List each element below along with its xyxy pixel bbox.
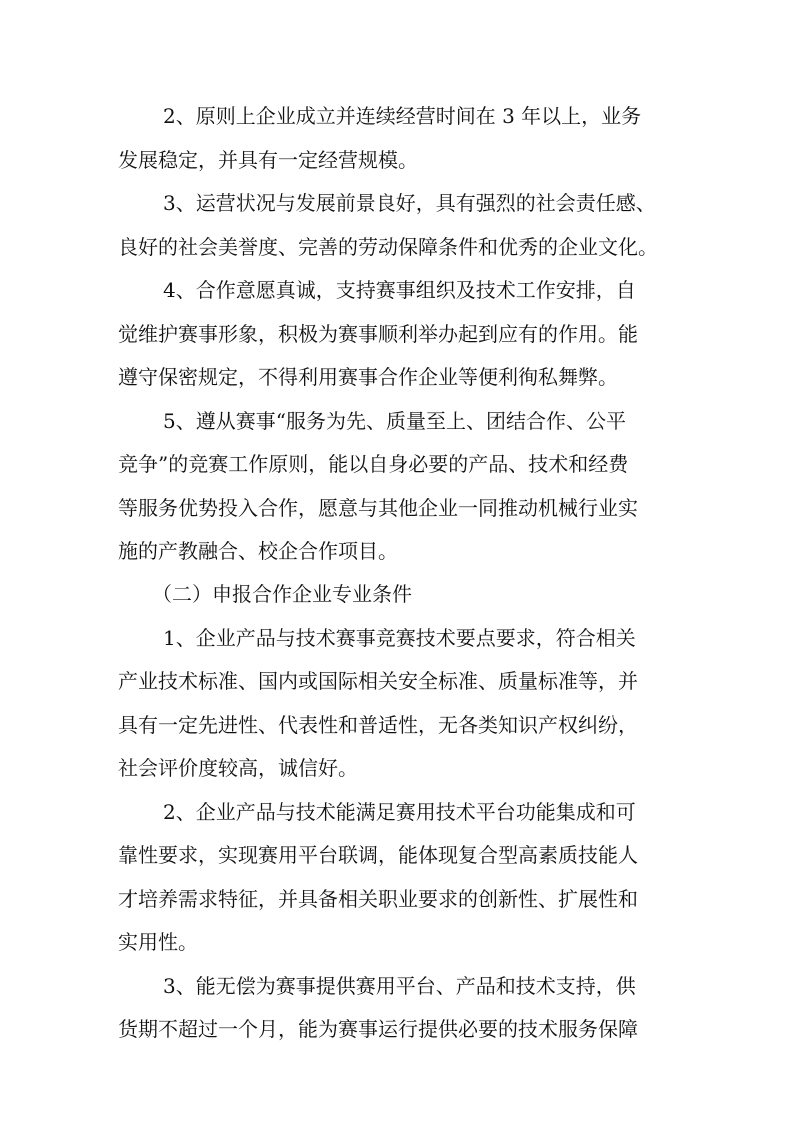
text-line: 2、企业产品与技术能满足赛用技术平台功能集成和可	[163, 800, 636, 824]
text-line: 靠性要求，实现赛用平台联调，能体现复合型高素质技能人	[118, 843, 638, 867]
text-line: 货期不超过一个月，能为赛事运行提供必要的技术服务保障	[118, 1017, 638, 1041]
section-heading: （二）申报合作企业专业条件	[152, 582, 412, 606]
text-line: 3、运营状况与发展前景良好，具有强烈的社会责任感、	[163, 191, 656, 215]
text-line: 5、遵从赛事“服务为先、质量至上、团结合作、公平	[163, 409, 626, 433]
text-line: 才培养需求特征，并具备相关职业要求的创新性、扩展性和	[118, 887, 638, 911]
text-line: 社会评价度较高，诚信好。	[118, 756, 358, 780]
text-line: 具有一定先进性、代表性和普适性，无各类知识产权纠纷，	[118, 713, 638, 737]
text-line: 施的产教融合、校企合作项目。	[118, 539, 398, 563]
text-line: 良好的社会美誉度、完善的劳动保障条件和优秀的企业文化。	[118, 235, 658, 259]
text-line: 产业技术标准、国内或国际相关安全标准、质量标准等，并	[118, 669, 638, 693]
text-line: 发展稳定，并具有一定经营规模。	[118, 148, 418, 172]
text-line: 等服务优势投入合作，愿意与其他企业一同推动机械行业实	[118, 496, 638, 520]
text-line: 1、企业产品与技术赛事竞赛技术要点要求，符合相关	[163, 626, 636, 650]
text-line: 竞争”的竞赛工作原则，能以自身必要的产品、技术和经费	[118, 452, 629, 476]
text-line: 觉维护赛事形象，积极为赛事顺利举办起到应有的作用。能	[118, 322, 638, 346]
text-line: 3、能无偿为赛事提供赛用平台、产品和技术支持，供	[163, 974, 636, 998]
text-line: 实用性。	[118, 930, 198, 954]
text-line: 4、合作意愿真诚，支持赛事组织及技术工作安排，自	[163, 278, 636, 302]
text-line: 遵守保密规定，不得利用赛事合作企业等便利徇私舞弊。	[118, 365, 618, 389]
text-line: 2、原则上企业成立并连续经营时间在 3 年以上，业务	[163, 104, 642, 128]
